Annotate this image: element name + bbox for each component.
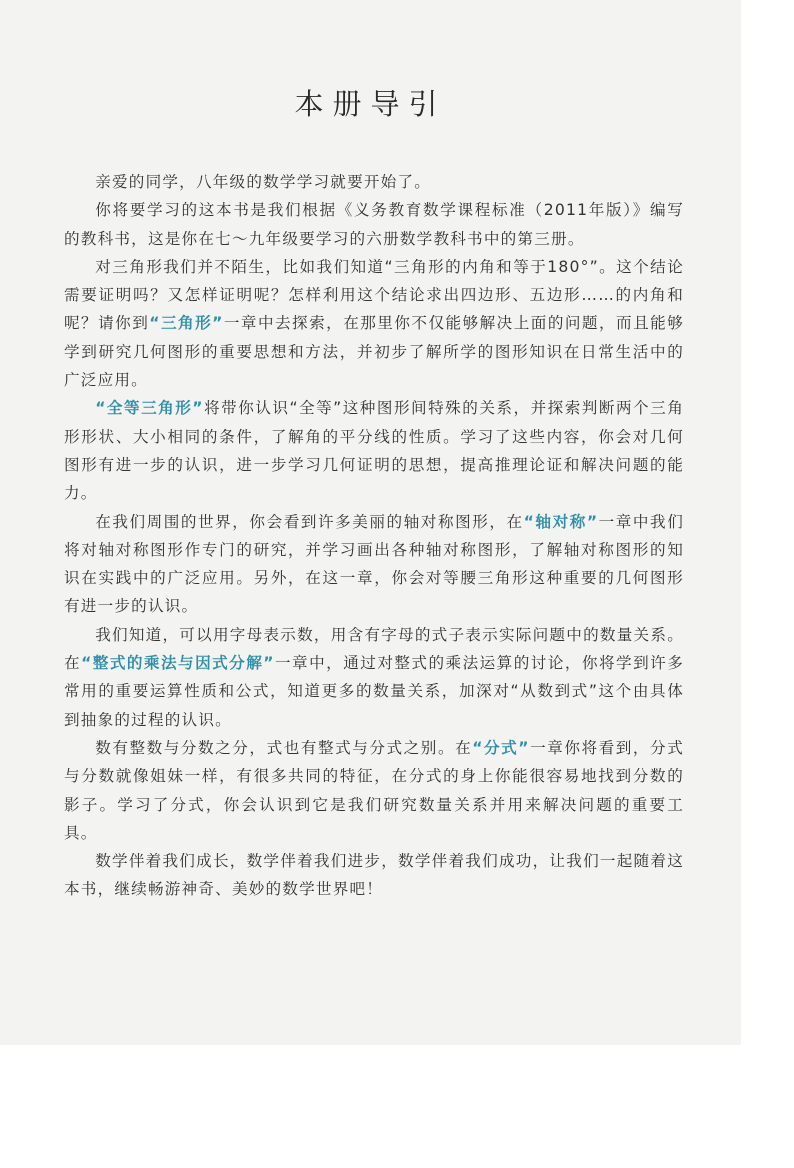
- paragraph-text: 亲爱的同学，八年级的数学学习就要开始了。: [95, 173, 432, 191]
- chapter-name-highlight: “分式”: [472, 738, 530, 757]
- chapter-name-highlight: “三角形”: [149, 314, 224, 333]
- paragraph-text: 数有整数与分数之分，式也有整式与分式之别。在: [95, 738, 473, 757]
- chapter-name-highlight: “整式的乘法与因式分解”: [81, 654, 275, 673]
- paragraph-text: 一章中去探索，在那里你不仅能够解决上面的问题，而且能够学到研究几何图形的重要思想和方法，并初步了解所学的图形知识在日常生活中的广泛应用。: [64, 314, 684, 390]
- chapter-name-highlight: “轴对称”: [523, 512, 599, 531]
- paragraph: [64, 734, 684, 847]
- paragraph: [64, 508, 684, 621]
- body-text: [64, 168, 684, 904]
- paragraph-text: 在我们周围的世界，你会看到许多美丽的轴对称图形，在: [95, 512, 524, 531]
- paragraph: [64, 621, 684, 734]
- chapter-name-highlight: “全等三角形”: [95, 399, 204, 418]
- paragraph-text: 一章中我们将对轴对称图形作专门的研究，并学习画出各种轴对称图形，了解轴对称图形的知识在实践中的广泛应用。另外，在这一章，你会对等腰三角形这种重要的几何图形有进一步的认识。: [64, 512, 684, 616]
- paragraph-text: 我们知道，可以用字母表示数，用含有字母的式子表示实际问题中的数量关系。在: [64, 625, 684, 673]
- paragraph-text: 你将要学习的这本书是我们根据《义务教育数学课程标准（2011年版）》编写的教科书，这是你在七～九年级要学习的六册数学教科书中的第三册。: [64, 201, 684, 248]
- paragraph: [64, 394, 684, 507]
- paragraph-text: 数学伴着我们成长，数学伴着我们进步，数学伴着我们成功，让我们一起随着这本书，继续畅游神奇、美妙的数学世界吧！: [64, 852, 684, 899]
- paragraph-text: 一章你将看到，分式与分数就像姐妹一样，有很多共同的特征，在分式的身上你能很容易地找到分数的影子。学习了分式，你会认识到它是我们研究数量关系并用来解决问题的重要工具。: [64, 738, 684, 842]
- paragraph-text: 一章中，通过对整式的乘法运算的讨论，你将学到许多常用的重要运算性质和公式，知道更多的数量关系，加深对“从数到式”这个由具体到抽象的过程的认识。: [64, 654, 684, 729]
- paragraph: [64, 253, 684, 394]
- page-title: 本册导引: [294, 87, 447, 121]
- paragraph: [64, 847, 684, 904]
- paragraph-text: 将带你认识“全等”这种图形间特殊的关系，并探索判断两个三角形形状、大小相同的条件，了解角的平分线的性质。学习了这些内容，你会对几何图形有进一步的认识，进一步学习几何证明的思想，提高推理论证和解决问题的能力。: [64, 399, 684, 503]
- paragraph: [64, 196, 684, 253]
- paragraph: [64, 168, 684, 196]
- paragraph-text: 对三角形我们并不陌生，比如我们知道“三角形的内角和等于180°”。这个结论需要证明吗？又怎样证明呢？怎样利用这个结论求出四边形、五边形……的内角和呢？请你到: [64, 257, 684, 333]
